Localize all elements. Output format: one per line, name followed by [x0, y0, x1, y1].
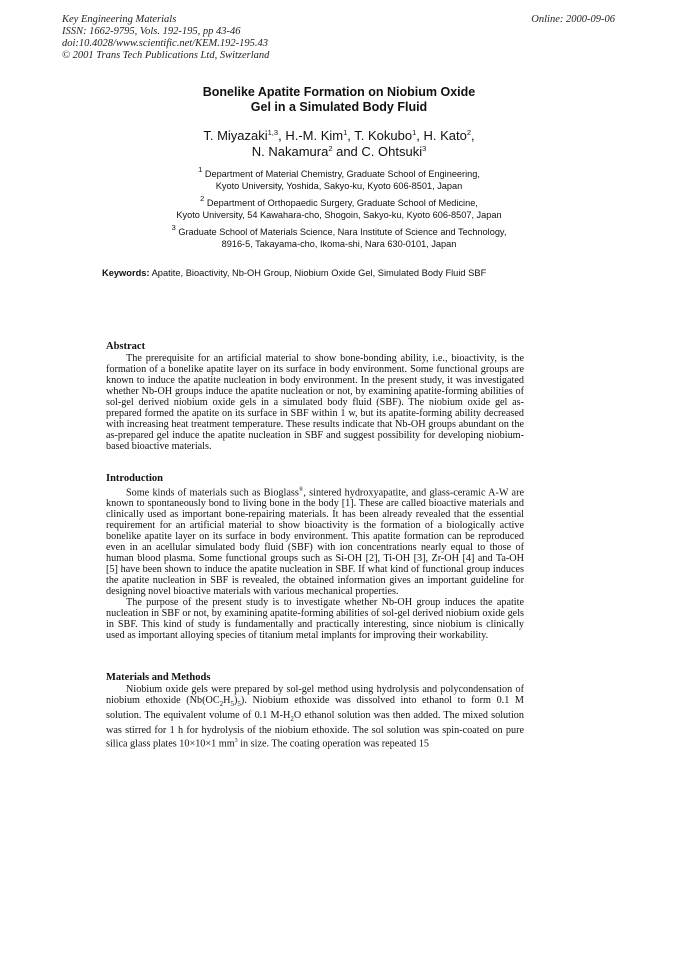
doi-line: doi:10.4028/www.scientific.net/KEM.192-195.43	[62, 38, 268, 49]
keywords	[102, 267, 602, 279]
journal-header	[62, 14, 269, 62]
abstract-section	[106, 341, 524, 452]
introduction-heading: Introduction	[106, 473, 163, 484]
affiliation: $^2$ Department of Orthopaedic Surgery, Graduate School of Medicine, Kyoto University, 54 Kawahara-cho, Shogoin, Sakyo-ku, Kyoto 606-8507, Japan	[176, 194, 502, 220]
abstract-body: The prerequisite for an artificial material to show bone-bonding ability, i.e., bioactivity, is the formation of a bonelike apatite layer on its surface in body environment. Some functional groups are known to induce the apatite nucleation in body environment. In the present study, it was investigated whether Nb-OH groups induce the apatite nucleation or not, by examining apatite-forming abilities of sol-gel derived niobium oxide gels in a simulated body fluid (SBF). The niobium oxide gel as-prepared formed the apatite on its surface in SBF within 1 w, but its apatite-forming ability decreased with increasing heat treatment temperature. These results indicate that Nb-OH groups abundant on the as-prepared gel induce the apatite nucleation in SBF and suggest possibility for developing niobium-based bioactive materials.	[106, 353, 524, 452]
author-list: T. Miyazaki$^{1,3}$, H.-M. Kim$^1$, T. Kokubo$^1$, H. Kato$^2$, N. Nakamura$^2$ and C. Ohtsuki$^3$	[203, 128, 475, 159]
keywords-label: Keywords:	[102, 268, 150, 278]
methods-section	[106, 672, 524, 749]
methods-heading: Materials and Methods	[106, 672, 211, 683]
author: N. Nakamura	[251, 144, 329, 159]
paper-title: Bonelike Apatite Formation on Niobium Oxide Gel in a Simulated Body Fluid	[202, 85, 476, 114]
introduction-paragraph: The purpose of the present study is to investigate whether Nb-OH group induces the apatite nucleation in SBF or not, by examining apatite-forming abilities of sol-gel derived niobium oxide gels in SBF. This kind of study is fundamentally and practically interesting, since niobium is clinically used as important alloying species of titanium metal implants for improving their workability.	[106, 597, 524, 642]
copyright-line: © 2001 Trans Tech Publications Ltd, Switzerland	[62, 50, 270, 61]
author: T. Kokubo	[354, 128, 413, 143]
journal-name: Key Engineering Materials	[62, 14, 177, 25]
author: C. Ohtsuki	[361, 144, 423, 159]
issn-line: ISSN: 1662-9795, Vols. 192-195, pp 43-46	[62, 26, 241, 37]
author: H. Kato	[423, 128, 467, 143]
methods-paragraph: Niobium oxide gels were prepared by sol-gel method using hydrolysis and polycondensation of niobium ethoxide $(Nb(OC_2H_5)_5)$. Niobium ethoxide was dissolved into ethanol to form 0.1 M solution. The equivalent volume of 0.1 $M-H_2O$ ethanol solution was then added. The mixed solution was stirred for 1 h for hydrolysis of the niobium ethoxide. The sol solution was spin-coated on pure silica glass plates 10×10×1 $mm^3$ in size. The coating operation was repeated 15	[106, 684, 524, 750]
online-date: Online: 2000-09-06	[531, 14, 615, 25]
author: H.-M. Kim	[285, 128, 344, 143]
affiliations	[0, 165, 678, 255]
introduction-section	[106, 473, 524, 641]
keywords-text: Apatite, Bioactivity, Nb-OH Group, Niobium Oxide Gel, Simulated Body Fluid SBF	[151, 268, 487, 278]
author: T. Miyazaki	[203, 128, 268, 143]
introduction-paragraph: Some kinds of materials such as Bioglass®, sintered hydroxyapatite, and glass-ceramic A-W are known to spontaneously bond to living bone in the body [1]. These are called bioactive materials and clinically used as important bone-repairing materials. It has been already revealed that the essential requirement for an artificial material to show bioactivity is the formation of a biologically active bonelike apatite layer on its surface in body environment. This apatite formation can be reproduced even in an acellular simulated body fluid (SBF) with ion concentrations nearly equal to those of human blood plasma. Some functional groups such as Si-OH [2], Ti-OH [3], Zr-OH [4] and Ta-OH [5] have been shown to induce the apatite nucleation in SBF. If what kind of functional group induces the apatite nucleation in SBF is revealed, the obtained information gives an important guideline for designing novel bioactive materials with various mechanical properties.	[106, 487, 524, 598]
affiliation: $^3$ Graduate School of Materials Science, Nara Institute of Science and Technology, 8916-5, Takayama-cho, Ikoma-shi, Nara 630-0101, Japan	[171, 223, 507, 249]
affiliation: $^1$ Department of Material Chemistry, Graduate School of Engineering, Kyoto University, Yoshida, Sakyo-ku, Kyoto 606-8501, Japan	[198, 165, 480, 191]
abstract-heading: Abstract	[106, 341, 146, 352]
